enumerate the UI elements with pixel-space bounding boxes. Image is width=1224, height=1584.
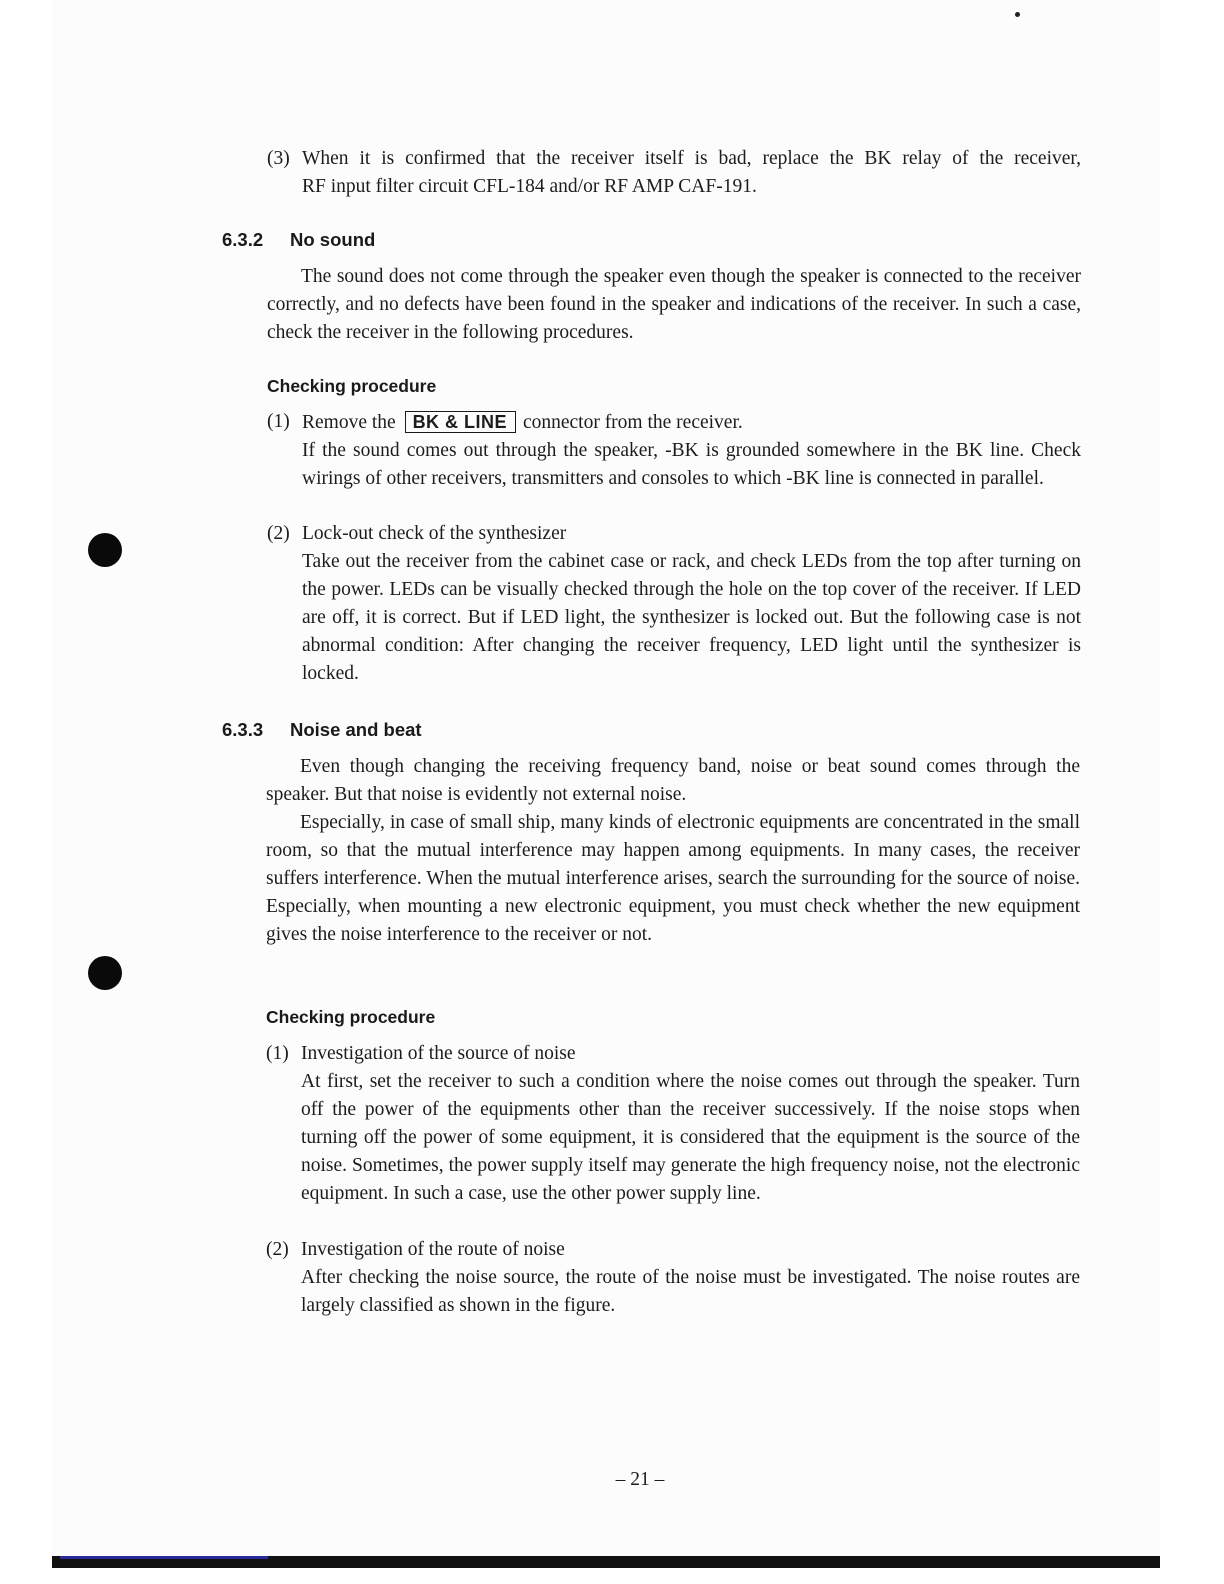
no-sound-paragraph <box>267 263 1081 347</box>
checking-procedure-heading: Checking procedure <box>266 1007 436 1027</box>
section-heading-6-3-2 <box>222 228 375 252</box>
intro-line-1: When it is confirmed that the receiver itself is bad, replace the BK relay of the receiver, <box>302 148 1081 169</box>
list-item-remove-connector <box>267 408 1081 493</box>
noise-paragraphs <box>266 753 1080 949</box>
paragraph-text: Especially, in case of small ship, many kinds of electronic equipments are concentrated in the small room, so that the mutual interference may happen among equipments. In many cases, the receiver suffers interference. When the mutual interference arises, search the surrounding for the source of noise. Especially, when mounting a new electronic equipment, you must check whether the new equipment gives the noise interference to the receiver or not. <box>266 812 1080 945</box>
list-item-noise-route <box>266 1236 1080 1320</box>
list-item-lead: Lock-out check of the synthesizer <box>302 523 567 544</box>
section-number: 6.3.2 <box>222 229 264 250</box>
section-title: Noise and beat <box>290 719 422 740</box>
section-number: 6.3.3 <box>222 719 264 740</box>
list-marker: (1) <box>266 1043 289 1064</box>
list-item-text: After checking the noise source, the route of the noise must be investigated. The noise routes are largely classified as shown in the figure. <box>301 1267 1080 1316</box>
list-item-lead: Investigation of the source of noise <box>301 1043 576 1064</box>
list-item-noise-source <box>266 1040 1080 1208</box>
list-marker: (1) <box>267 411 290 432</box>
scan-edge-strip <box>60 1556 268 1559</box>
paragraph-text: The sound does not come through the speaker even though the speaker is connected to the receiver correctly, and no defects have been found in the speaker and indications of the receiver. In such a case, check the receiver in the following procedures. <box>267 266 1081 343</box>
intro-list-item <box>267 145 1081 201</box>
section-title: No sound <box>290 229 376 250</box>
checking-procedure-heading: Checking procedure <box>267 376 437 396</box>
list-item-text: If the sound comes out through the speaker, -BK is grounded somewhere in the BK line. Check wirings of other receivers, transmitters and consoles to which -BK line is connected in parallel. <box>302 440 1081 489</box>
list-item-lead: Investigation of the route of noise <box>301 1239 565 1260</box>
page-number: – 21 – <box>615 1469 665 1490</box>
lead-text-after: connector from the receiver. <box>522 412 743 433</box>
lead-text-before: Remove the <box>302 412 396 433</box>
list-item-lock-out-check <box>267 520 1081 688</box>
binder-hole-bottom <box>88 956 122 990</box>
binder-hole-top <box>88 533 122 567</box>
intro-line-2: RF input filter circuit CFL-184 and/or RF AMP CAF-191. <box>302 176 757 197</box>
scan-speck <box>1015 12 1020 17</box>
list-item-lead <box>302 408 1081 437</box>
bk-line-connector-label: BK & LINE <box>405 411 517 433</box>
paragraph-text: Even though changing the receiving frequency band, noise or beat sound comes through the speaker. But that noise is evidently not external noise. <box>266 756 1080 805</box>
list-marker: (2) <box>266 1239 289 1260</box>
list-item-text: Take out the receiver from the cabinet case or rack, and check LEDs from the top after turning on the power. LEDs can be visually checked through the hole on the top cover of the receiver. If LED are off, it is correct. But if LED light, the synthesizer is locked out. But the following case is not abnormal condition: After changing the receiver frequency, LED light until the synthesizer is locked. <box>302 551 1081 684</box>
list-marker: (2) <box>267 523 290 544</box>
section-heading-6-3-3 <box>222 718 422 742</box>
scan-bottom-edge <box>52 1556 1160 1568</box>
list-item-text: At first, set the receiver to such a condition where the noise comes out through the speaker. Turn off the power of the equipments other than the receiver successively. If the noise stops when turning off the power of some equipment, it is considered that the equipment is the source of the noise. Sometimes, the power supply itself may generate the high frequency noise, not the electronic equipment. In such a case, use the other power supply line. <box>301 1071 1080 1204</box>
list-marker: (3) <box>267 148 290 169</box>
